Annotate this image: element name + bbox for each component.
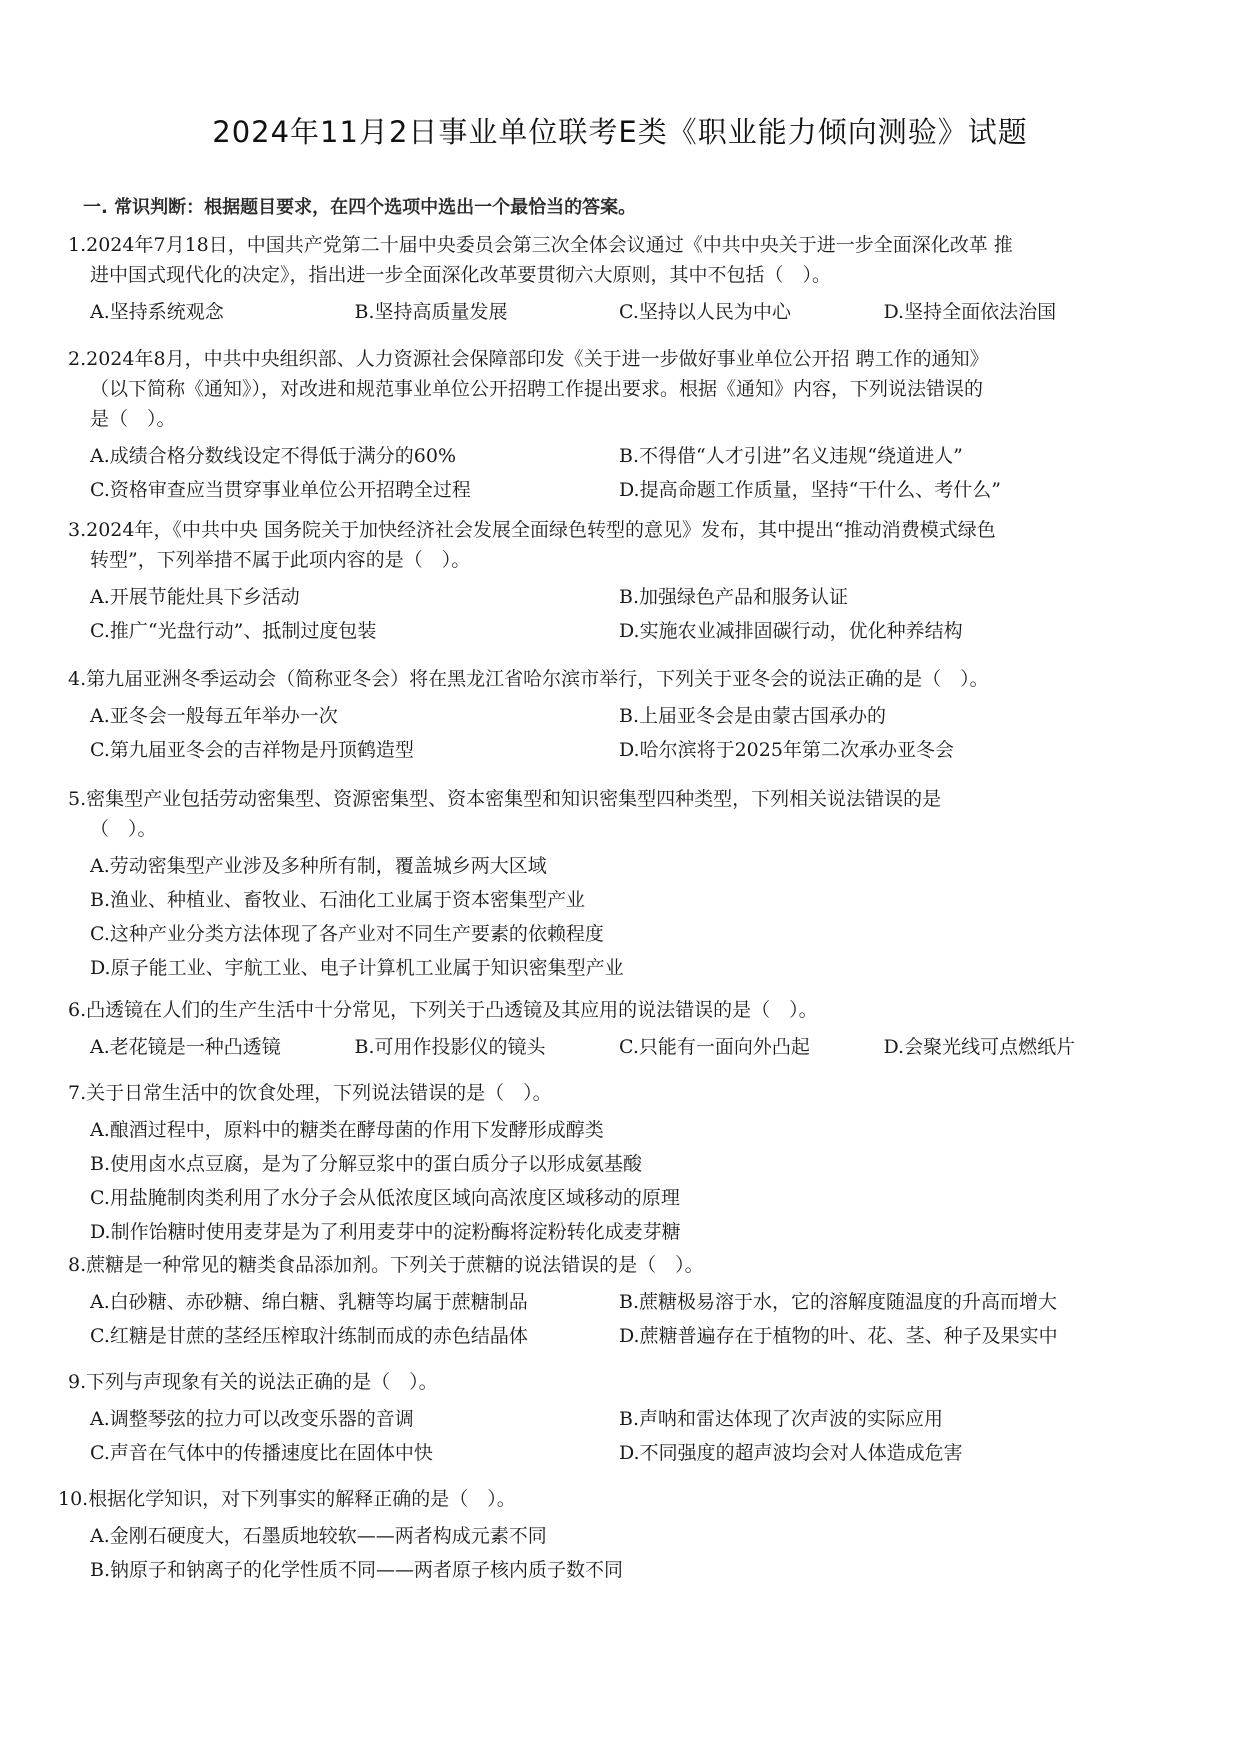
option-a: A.亚冬会一般每五年举办一次 [90,705,338,727]
option-b: B.钠原子和钠离子的化学性质不同——两者原子核内质子数不同 [90,1559,624,1581]
option-c: C.第九届亚冬会的吉祥物是丹顶鹤造型 [90,739,414,761]
option-c: C.坚持以人民为中心 [619,301,791,323]
option-c: C.这种产业分类方法体现了各产业对不同生产要素的依赖程度 [90,923,604,945]
question-6 [68,995,1148,1064]
option-a: A.成绩合格分数线设定不得低于满分的60% [90,445,456,467]
options [68,1285,1148,1353]
question-9 [68,1367,1148,1470]
question-stem: 10.根据化学知识，对下列事实的解释正确的是（ ）。 [58,1488,516,1510]
option-d: D.蔗糖普遍存在于植物的叶、花、茎、种子及果实中 [619,1325,1058,1347]
options [68,295,1148,329]
options [68,439,1148,507]
question-2 [68,344,1148,507]
options [68,1402,1148,1470]
option-b: B.不得借“人才引进”名义违规“绕道进人” [619,445,963,467]
option-a: A.调整琴弦的拉力可以改变乐器的音调 [90,1408,414,1430]
options [68,580,1148,648]
option-a: A.老花镜是一种凸透镜 [90,1036,281,1058]
question-stem: 7.关于日常生活中的饮食处理，下列说法错误的是（ ）。 [68,1082,552,1104]
option-d: D.制作饴糖时使用麦芽是为了利用麦芽中的淀粉酶将淀粉转化成麦芽糖 [90,1221,681,1243]
question-stem: 8.蔗糖是一种常见的糖类食品添加剂。下列关于蔗糖的说法错误的是（ ）。 [68,1254,704,1276]
option-d: D.实施农业减排固碳行动，优化种养结构 [619,620,963,642]
option-b: B.渔业、种植业、畜牧业、石油化工业属于资本密集型产业 [90,889,586,911]
option-c: C.红糖是甘蔗的茎经压榨取汁练制而成的赤色结晶体 [90,1325,528,1347]
options [68,1113,1148,1249]
question-7 [68,1078,1148,1249]
option-b: B.蔗糖极易溶于水，它的溶解度随温度的升高而增大 [619,1291,1058,1313]
option-a: A.坚持系统观念 [90,301,224,323]
question-1 [68,230,1148,329]
question-3 [68,515,1148,648]
question-stem: 1.2024年7月18日，中国共产党第二十届中央委员会第三次全体会议通过《中共中央关于进一步全面深化改革 推 进中国式现代化的决定》，指出进一步全面深化改革要贯彻六大原则，其中不包括（ ）。 [68,234,1013,286]
options [68,849,1148,985]
option-c: C.声音在气体中的传播速度比在固体中快 [90,1442,433,1464]
option-c: C.用盐腌制肉类利用了水分子会从低浓度区域向高浓度区域移动的原理 [90,1187,680,1209]
option-d: D.哈尔滨将于2025年第二次承办亚冬会 [619,739,954,761]
option-d: D.坚持全面依法治国 [883,301,1057,323]
question-stem: 9.下列与声现象有关的说法正确的是（ ）。 [68,1371,438,1393]
option-b: B.加强绿色产品和服务认证 [619,586,849,608]
options [68,1030,1148,1064]
question-stem: 6.凸透镜在人们的生产生活中十分常见，下列关于凸透镜及其应用的说法错误的是（ ）。 [68,999,818,1021]
options [68,699,1148,767]
question-5 [68,784,1148,985]
question-stem: 4.第九届亚洲冬季运动会（简称亚冬会）将在黑龙江省哈尔滨市举行，下列关于亚冬会的说法正确的是（ ）。 [68,668,989,690]
question-8 [68,1250,1148,1353]
option-d: D.原子能工业、宇航工业、电子计算机工业属于知识密集型产业 [90,957,624,979]
option-b: B.坚持高质量发展 [354,301,508,323]
question-stem: 5.密集型产业包括劳动密集型、资源密集型、资本密集型和知识密集型四种类型，下列相关说法错误的是 （ ）。 [68,788,942,840]
option-a: A.劳动密集型产业涉及多种所有制，覆盖城乡两大区域 [90,855,547,877]
option-a: A.金刚石硬度大，石墨质地较软——两者构成元素不同 [90,1525,547,1547]
option-c: C.资格审查应当贯穿事业单位公开招聘全过程 [90,479,471,501]
option-b: B.使用卤水点豆腐，是为了分解豆浆中的蛋白质分子以形成氨基酸 [90,1153,643,1175]
option-c: C.推广“光盘行动”、抵制过度包装 [90,620,377,642]
option-a: A.开展节能灶具下乡活动 [90,586,300,608]
option-b: B.可用作投影仪的镜头 [354,1036,546,1058]
question-10 [58,1484,1138,1587]
section-heading: 一. 常识判断：根据题目要求，在四个选项中选出一个最恰当的答案。 [83,197,637,218]
option-c: C.只能有一面向外凸起 [619,1036,810,1058]
question-stem: 2.2024年8月，中共中央组织部、人力资源社会保障部印发《关于进一步做好事业单位公开招 聘工作的通知》 （以下简称《通知》），对改进和规范事业单位公开招聘工作提出要求。根据《通知》内容，下列说法错误的 是（ ）。 [68,348,989,430]
option-a: A.白砂糖、赤砂糖、绵白糖、乳糖等均属于蔗糖制品 [90,1291,528,1313]
option-d: D.提高命题工作质量，坚持“干什么、考什么” [619,479,1002,501]
option-d: D.不同强度的超声波均会对人体造成危害 [619,1442,963,1464]
question-stem: 3.2024年，《中共中央 国务院关于加快经济社会发展全面绿色转型的意见》发布，其中提出“推动消费模式绿色 转型”，下列举措不属于此项内容的是（ ）。 [68,519,996,571]
option-d: D.会聚光线可点燃纸片 [883,1036,1076,1058]
question-4 [68,664,1148,767]
option-a: A.酿酒过程中，原料中的糖类在酵母菌的作用下发酵形成醇类 [90,1119,604,1141]
options [58,1519,1138,1587]
document-title: 2024年11月2日事业单位联考E类《职业能力倾向测验》试题 [212,115,1028,149]
option-b: B.声呐和雷达体现了次声波的实际应用 [619,1408,944,1430]
option-b: B.上届亚冬会是由蒙古国承办的 [619,705,887,727]
